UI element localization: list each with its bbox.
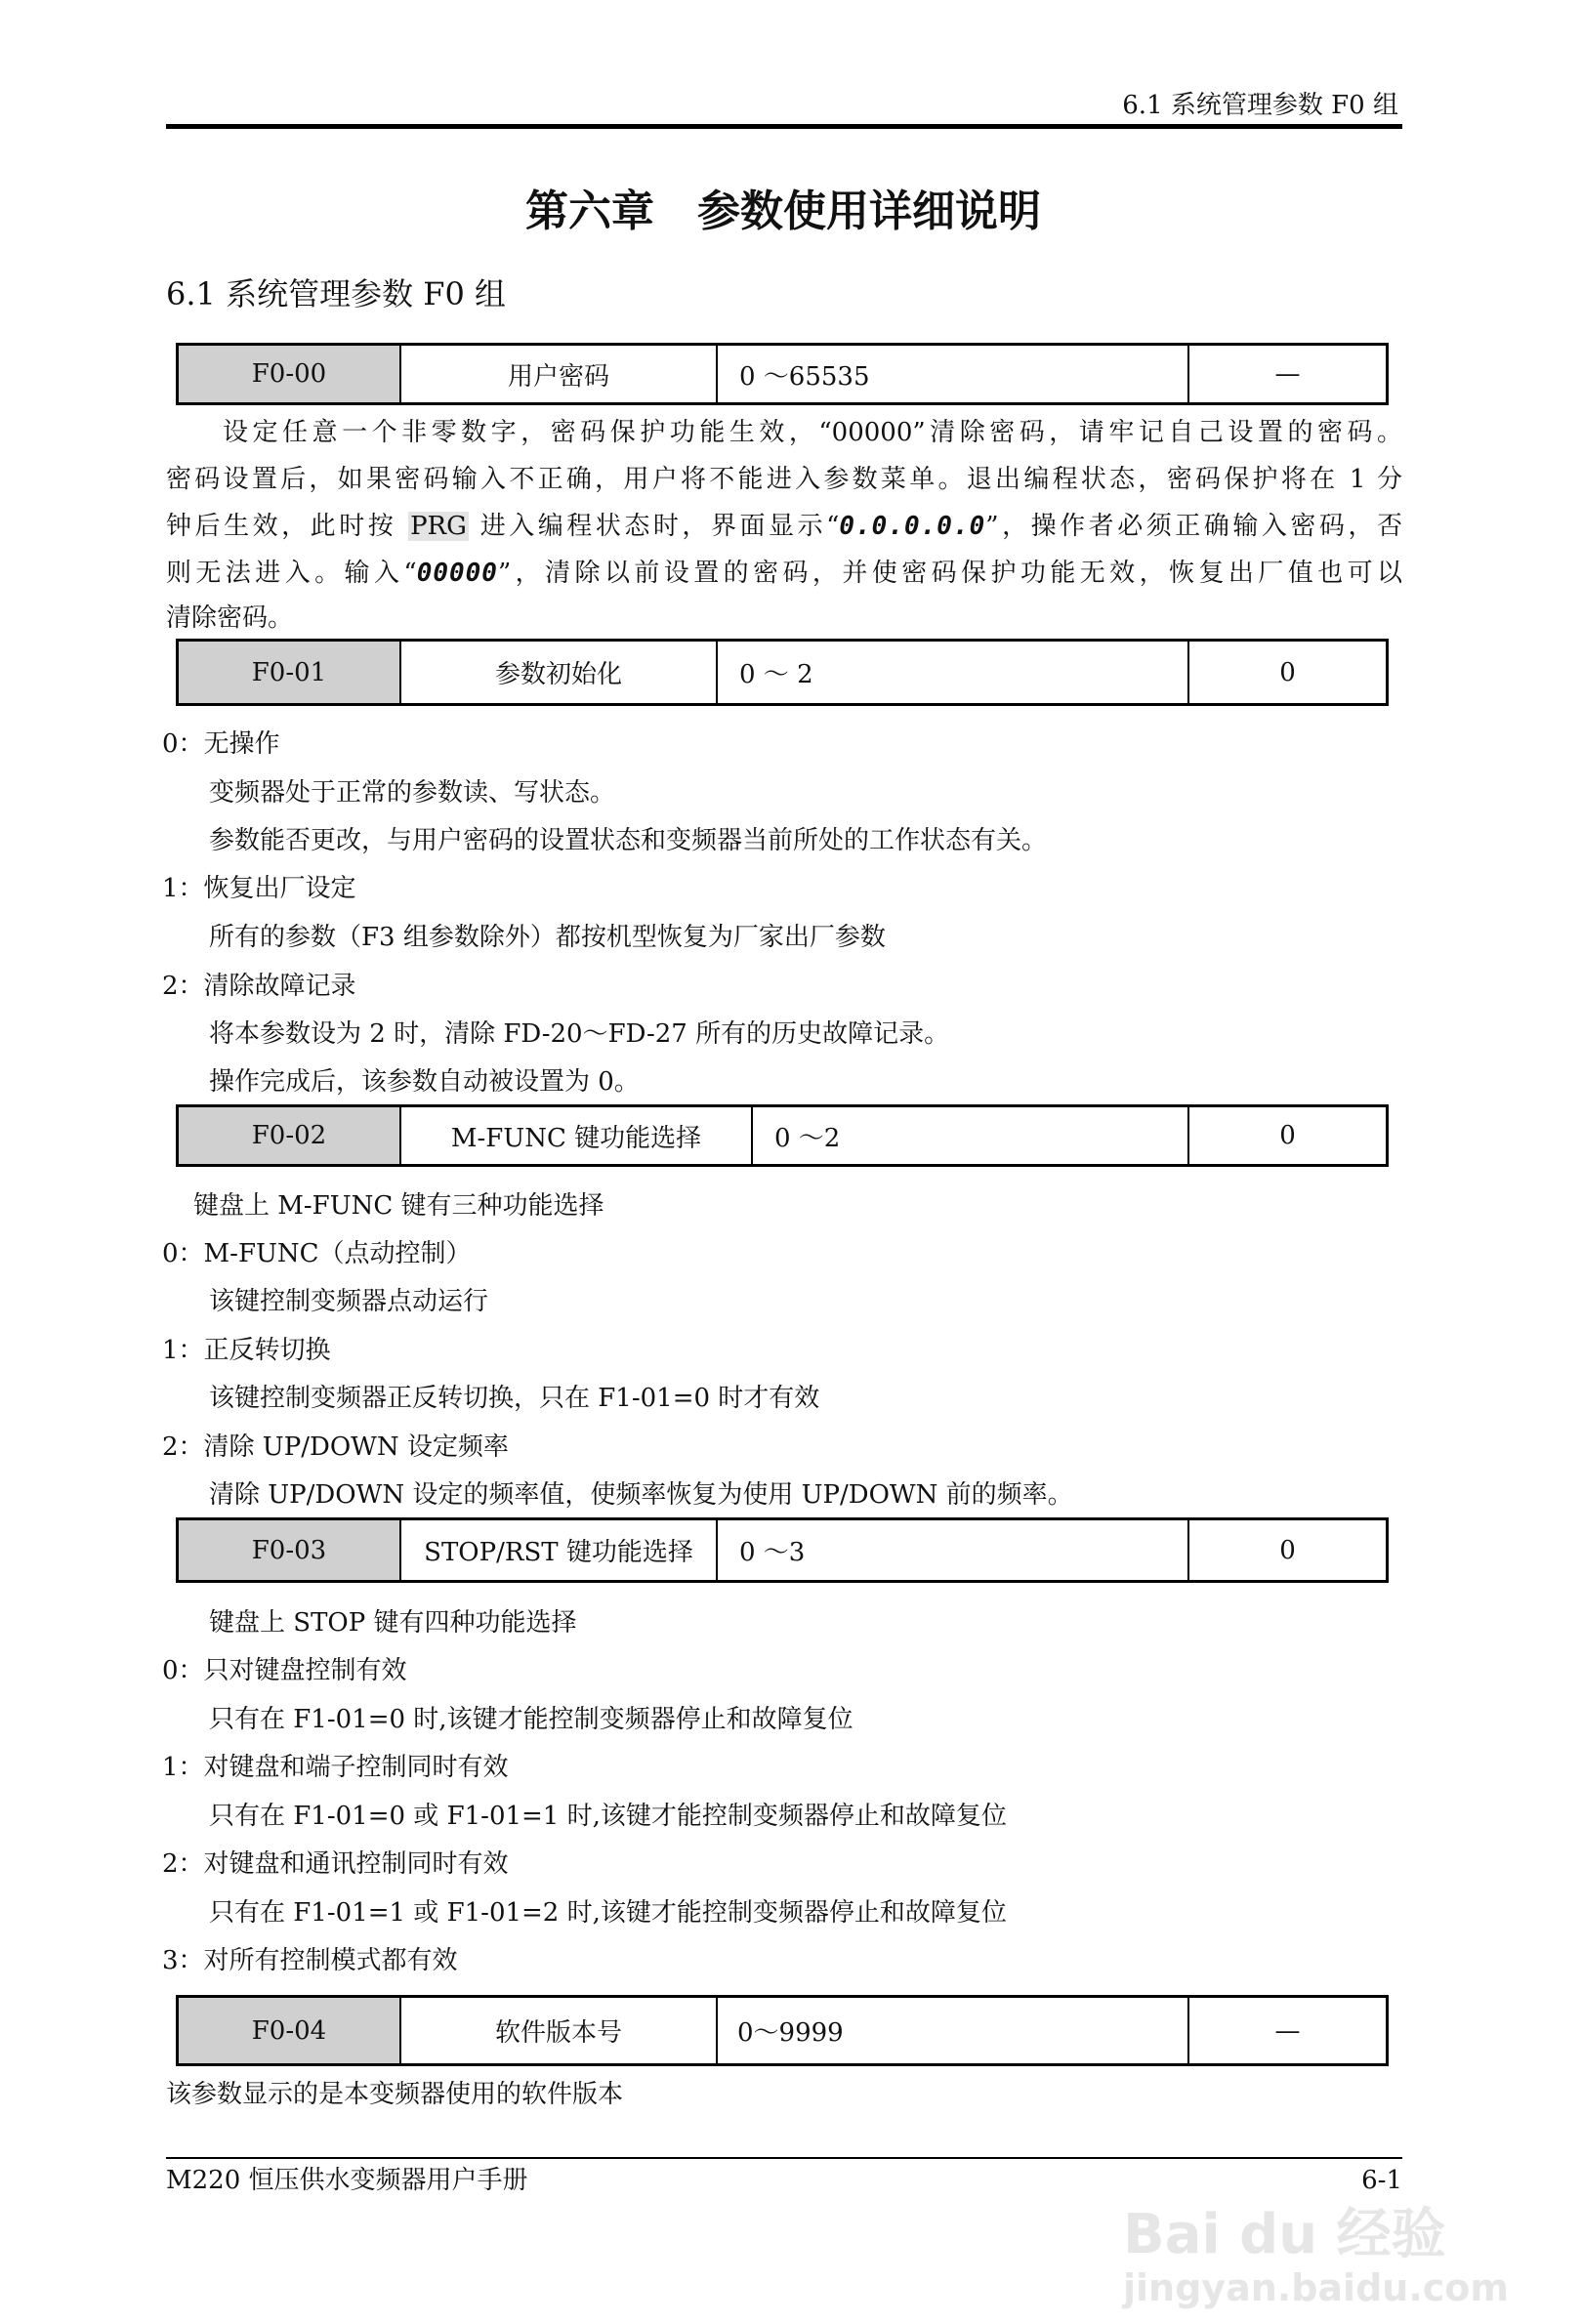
param-code: F0-01 — [179, 642, 401, 703]
display-digits: 0.0.0.0.0 — [839, 512, 986, 541]
paragraph-line: 设定任意一个非零数字，密码保护功能生效，“00000”清除密码，请牢记自己设置的密码。 — [223, 418, 1402, 447]
desc-line: 变频器处于正常的参数读、写状态。 — [209, 778, 616, 808]
option-line: 1：恢复出厂设定 — [162, 874, 356, 903]
param-name: M-FUNC 键功能选择 — [401, 1107, 753, 1164]
footer-manual-title: M220 恒压供水变频器用户手册 — [166, 2166, 528, 2195]
param-code: F0-00 — [179, 346, 401, 402]
paragraph-line — [166, 556, 1402, 591]
desc-line: 操作完成后，该参数自动被设置为 0。 — [209, 1067, 640, 1097]
param-table-f0-03 — [176, 1517, 1389, 1583]
option-line: 0：无操作 — [162, 729, 280, 759]
desc-line: 键盘上 STOP 键有四种功能选择 — [209, 1608, 577, 1638]
desc-line: 该键控制变频器正反转切换，只在 F1-01=0 时才有效 — [209, 1384, 820, 1413]
param-range: 0 ～65535 — [718, 346, 1189, 402]
desc-line: 清除 UP/DOWN 设定的频率值，使频率恢复为使用 UP/DOWN 前的频率。 — [209, 1480, 1073, 1510]
desc-line: 该参数显示的是本变频器使用的软件版本 — [166, 2080, 624, 2109]
param-range: 0～9999 — [718, 1998, 1189, 2063]
header-rule — [166, 124, 1402, 129]
option-line: 2：对键盘和通讯控制同时有效 — [162, 1849, 509, 1879]
param-default: — — [1274, 2015, 1301, 2046]
param-code: F0-04 — [179, 1998, 401, 2063]
desc-line: 将本参数设为 2 时，清除 FD-20～FD-27 所有的历史故障记录。 — [209, 1019, 950, 1049]
param-default: 0 — [1279, 657, 1296, 687]
page-number: 6-1 — [1361, 2166, 1402, 2195]
desc-line: 所有的参数（F3 组参数除外）都按机型恢复为厂家出厂参数 — [209, 923, 886, 952]
text: ”，清除以前设置的密码，并使密码保护功能无效，恢复出厂值也可以 — [497, 559, 1402, 588]
param-default: 0 — [1279, 1121, 1296, 1150]
desc-line: 只有在 F1-01=0 或 F1-01=1 时,该键才能控制变频器停止和故障复位 — [209, 1802, 1007, 1831]
param-table-f0-00 — [176, 343, 1389, 405]
option-line: 0：M-FUNC（点动控制） — [162, 1239, 472, 1268]
option-line: 3：对所有控制模式都有效 — [162, 1946, 458, 1975]
paragraph-line: 密码设置后，如果密码输入不正确，用户将不能进入参数菜单。退出编程状态，密码保护将在 1 分 — [166, 465, 1402, 494]
param-name: STOP/RST 键功能选择 — [401, 1520, 718, 1580]
text: ”，操作者必须正确输入密码，否 — [985, 512, 1402, 541]
param-table-f0-02 — [176, 1104, 1389, 1167]
desc-line: 只有在 F1-01=1 或 F1-01=2 时,该键才能控制变频器停止和故障复位 — [209, 1898, 1007, 1928]
display-digits: 00000 — [416, 559, 498, 588]
option-line: 0：只对键盘控制有效 — [162, 1656, 407, 1685]
desc-line: 只有在 F1-01=0 时,该键才能控制变频器停止和故障复位 — [209, 1705, 853, 1734]
param-range: 0 ～ 2 — [718, 642, 1189, 703]
text: 钟后生效，此时按 — [166, 512, 397, 541]
text: 则无法进入。输入“ — [166, 559, 417, 588]
desc-line: 参数能否更改，与用户密码的设置状态和变频器当前所处的工作状态有关。 — [209, 826, 1048, 855]
running-header: 6.1 系统管理参数 F0 组 — [1122, 91, 1398, 120]
param-default: — — [1274, 359, 1301, 389]
param-code: F0-03 — [179, 1520, 401, 1580]
param-name: 用户密码 — [401, 346, 718, 402]
desc-line: 该键控制变频器点动运行 — [209, 1287, 489, 1316]
chapter-title: 第六章 参数使用详细说明 — [525, 187, 1041, 236]
paragraph-line: 清除密码。 — [166, 603, 294, 633]
option-line: 1：对键盘和端子控制同时有效 — [162, 1753, 509, 1782]
prg-key-label: PRG — [410, 512, 467, 541]
option-line: 2：清除 UP/DOWN 设定频率 — [162, 1432, 509, 1462]
param-range: 0 ～3 — [718, 1520, 1189, 1580]
param-default: 0 — [1279, 1535, 1296, 1565]
watermark-brand: Bai du 经验 — [1123, 2203, 1446, 2266]
option-line: 2：清除故障记录 — [162, 972, 356, 1001]
section-title: 6.1 系统管理参数 F0 组 — [166, 275, 506, 312]
param-code: F0-02 — [179, 1107, 401, 1164]
param-table-f0-01 — [176, 639, 1389, 706]
param-table-f0-04 — [176, 1995, 1389, 2066]
baidu-watermark-logo — [1123, 2205, 1509, 2310]
param-name: 参数初始化 — [401, 642, 718, 703]
footer-rule — [166, 2157, 1402, 2159]
text: 进入编程状态时，界面显示“ — [479, 512, 840, 541]
param-name: 软件版本号 — [401, 1998, 718, 2063]
watermark-url: jingyan.baidu.com — [1123, 2266, 1509, 2309]
paragraph-line — [166, 509, 1402, 544]
desc-line: 键盘上 M-FUNC 键有三种功能选择 — [193, 1191, 604, 1221]
param-range: 0 ～2 — [753, 1107, 1189, 1164]
option-line: 1：正反转切换 — [162, 1336, 331, 1365]
